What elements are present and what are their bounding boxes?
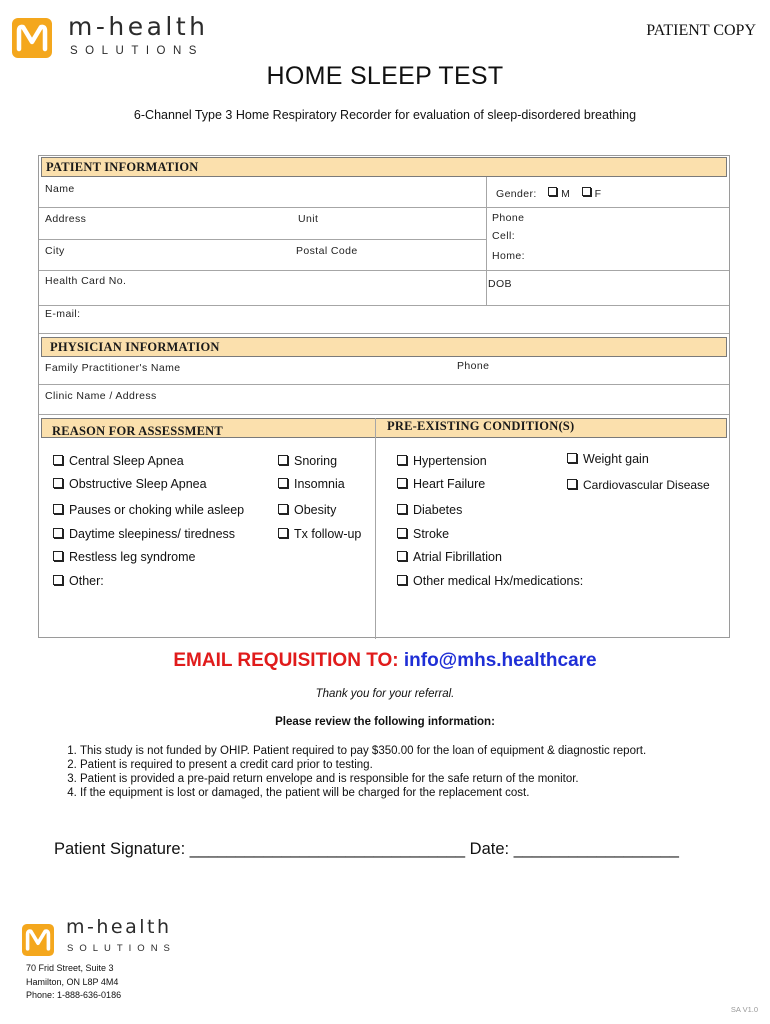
divider: [39, 414, 729, 415]
thank-you-note: Thank you for your referral.: [315, 688, 455, 700]
unit-field[interactable]: Unit: [298, 213, 319, 225]
logo-tagline: SOLUTIONS: [67, 943, 176, 954]
practitioner-name-field[interactable]: Family Practitioner's Name: [45, 362, 181, 374]
logo-tagline: SOLUTIONS: [70, 45, 204, 57]
email-requisition-label: EMAIL REQUISITION TO:: [173, 650, 399, 671]
postal-code-field[interactable]: Postal Code: [296, 245, 358, 257]
divider: [486, 270, 487, 305]
checkbox-insomnia[interactable]: Insomnia: [278, 477, 345, 491]
footer-logo: [22, 918, 192, 964]
terms-item: 4. If the equipment is lost or damaged, the patient will be charged for the replacement cost.: [80, 786, 770, 800]
company-logo: [12, 14, 212, 64]
conditions-title: PRE-EXISTING CONDITION(S): [387, 419, 575, 433]
checkbox-other-reason[interactable]: Other:: [53, 574, 104, 588]
signature-line: [54, 840, 679, 859]
checkbox-stroke[interactable]: Stroke: [397, 527, 449, 541]
page-subtitle: 6-Channel Type 3 Home Respiratory Recorder for evaluation of sleep-disordered breathing: [133, 108, 637, 122]
divider: [375, 418, 376, 639]
home-phone-field[interactable]: Home:: [492, 250, 525, 262]
email-field[interactable]: E-mail:: [45, 308, 81, 320]
checkbox-daytime-sleepiness[interactable]: Daytime sleepiness/ tiredness: [53, 527, 235, 541]
dob-field[interactable]: DOB: [488, 278, 512, 290]
logo-wordmark: m-health: [68, 12, 209, 41]
checkbox-obesity[interactable]: Obesity: [278, 503, 336, 517]
assessment-header: [41, 418, 727, 438]
signature-field[interactable]: ______________________________: [189, 840, 466, 858]
checkbox-snoring[interactable]: Snoring: [278, 454, 337, 468]
checkbox-obstructive-sleep-apnea[interactable]: Obstructive Sleep Apnea: [53, 477, 207, 491]
divider: [39, 239, 486, 240]
divider: [39, 384, 729, 385]
m-logo-icon: [12, 18, 52, 58]
terms-item: 2. Patient is required to present a credit card prior to testing.: [80, 758, 770, 772]
checkbox-atrial-fibrillation[interactable]: Atrial Fibrillation: [397, 550, 502, 564]
checkbox-pauses-choking[interactable]: Pauses or choking while asleep: [53, 503, 244, 517]
checkbox-cardiovascular-disease[interactable]: Cardiovascular Disease: [567, 478, 710, 492]
date-label: Date:: [469, 840, 510, 858]
review-heading: Please review the following information:: [275, 716, 495, 728]
name-field[interactable]: Name: [45, 183, 75, 195]
requisition-form: [38, 155, 730, 638]
physician-phone-field[interactable]: Phone: [457, 360, 490, 372]
checkbox-weight-gain[interactable]: Weight gain: [567, 452, 649, 466]
terms-list: [50, 744, 770, 800]
gender-m-label: M: [561, 188, 571, 200]
m-logo-icon: [22, 924, 54, 956]
patient-info-title: PATIENT INFORMATION: [46, 160, 199, 174]
cell-phone-field[interactable]: Cell:: [492, 230, 516, 242]
divider: [486, 207, 487, 270]
divider: [39, 333, 729, 334]
checkbox-heart-failure[interactable]: Heart Failure: [397, 477, 485, 491]
divider: [39, 305, 729, 306]
checkbox-diabetes[interactable]: Diabetes: [397, 503, 462, 517]
page-title: HOME SLEEP TEST: [266, 62, 504, 90]
health-card-field[interactable]: Health Card No.: [45, 275, 127, 287]
logo-wordmark: m-health: [66, 916, 172, 938]
company-address: [26, 962, 121, 1003]
physician-info-title: PHYSICIAN INFORMATION: [50, 340, 220, 354]
date-field[interactable]: __________________: [513, 840, 679, 858]
email-requisition: [0, 650, 770, 672]
terms-item: 1. This study is not funded by OHIP. Patient required to pay $350.00 for the loan of equipment & diagnostic report.: [80, 744, 770, 758]
checkbox-central-sleep-apnea[interactable]: Central Sleep Apnea: [53, 454, 184, 468]
divider: [486, 177, 487, 207]
clinic-address-field[interactable]: Clinic Name / Address: [45, 390, 157, 402]
checkbox-restless-leg[interactable]: Restless leg syndrome: [53, 550, 195, 564]
divider: [39, 270, 729, 271]
address-line: 70 Frid Street, Suite 3: [26, 963, 114, 973]
phone-line: Phone: 1-888-636-0186: [26, 990, 122, 1000]
gender-label: Gender:: [496, 188, 537, 200]
checkbox-tx-follow-up[interactable]: Tx follow-up: [278, 527, 361, 541]
address-line: Hamilton, ON L8P 4M4: [26, 976, 119, 987]
gender-field[interactable]: [496, 187, 601, 200]
checkbox-other-medical[interactable]: Other medical Hx/medications:: [397, 574, 583, 588]
gender-f-checkbox[interactable]: [582, 187, 591, 196]
phone-label: Phone: [492, 212, 525, 224]
patient-info-header: [41, 157, 727, 177]
version-label: SA V1.0: [730, 1005, 758, 1014]
signature-label: Patient Signature:: [54, 840, 186, 858]
address-field[interactable]: Address: [45, 213, 87, 225]
terms-item: 3. Patient is provided a pre-paid return envelope and is responsible for the safe return of the monitor.: [80, 772, 770, 786]
gender-f-label: F: [594, 188, 602, 200]
patient-copy-label: PATIENT COPY: [646, 22, 756, 39]
email-address-link[interactable]: info@mhs.healthcare: [403, 650, 597, 671]
gender-m-checkbox[interactable]: [548, 187, 557, 196]
reason-title: REASON FOR ASSESSMENT: [52, 424, 223, 438]
physician-info-header: [41, 337, 727, 357]
checkbox-hypertension[interactable]: Hypertension: [397, 454, 487, 468]
city-field[interactable]: City: [45, 245, 65, 257]
divider: [39, 207, 729, 208]
